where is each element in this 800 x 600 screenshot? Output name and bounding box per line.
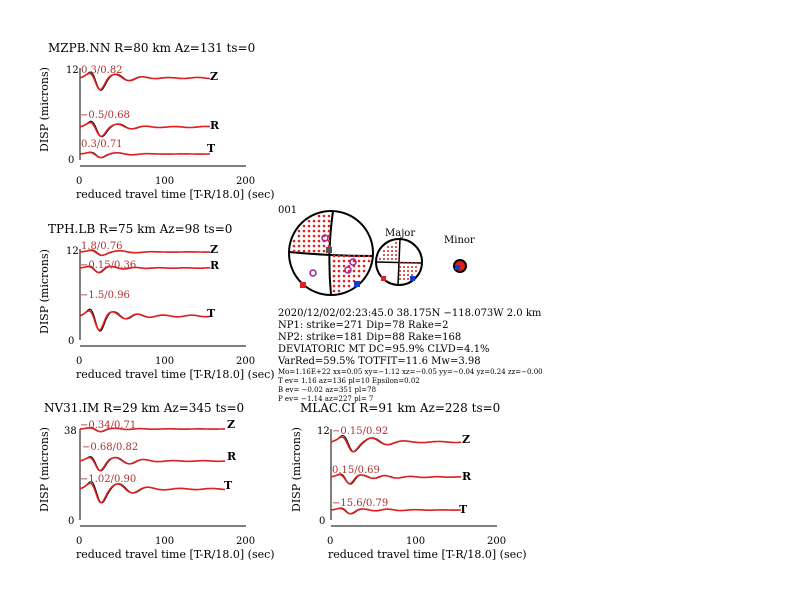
y-axis-label: DISP (microns) (38, 427, 51, 512)
component-label-r: R (210, 259, 220, 272)
compression-dot (411, 266, 413, 268)
compression-dot (343, 275, 346, 278)
compression-dot (328, 245, 331, 248)
t-axis-marker (354, 281, 360, 287)
compression-dot (358, 275, 361, 278)
major-label: Major (385, 228, 416, 239)
synthetic-trace-t (80, 311, 210, 330)
component-label-r: R (462, 470, 472, 483)
x-tick-label: 0 (327, 536, 334, 547)
y-tick-label: 0 (68, 336, 75, 347)
mechanism-detail: Mo=1.16E+22 xx=0.05 xy=−1.12 xz=−0.05 yy=−0.04 yz=0.24 zz=−0.00 (278, 368, 543, 376)
compression-dot (353, 270, 356, 273)
compression-dot (395, 250, 397, 252)
amplitude-annotation-t: −1.5/0.96 (80, 290, 130, 301)
event-id: 001 (278, 205, 298, 216)
compression-dot (328, 215, 331, 218)
x-axis-label: reduced travel time [T-R/18.0] (sec) (76, 188, 275, 201)
compression-dot (303, 225, 306, 228)
amplitude-annotation-r: −0.68/0.82 (82, 442, 139, 453)
y-axis-label: DISP (microns) (38, 249, 51, 334)
y-tick-label: 38 (64, 426, 77, 437)
compression-dot (399, 278, 401, 280)
observed-trace-t (80, 309, 210, 331)
compression-dot (387, 246, 389, 248)
component-label-r: R (210, 119, 220, 132)
compression-dot (343, 260, 346, 263)
compression-dot (333, 260, 336, 263)
compression-dot (403, 270, 405, 272)
synthetic-trace-r (80, 458, 225, 471)
x-tick-label: 200 (236, 356, 256, 367)
compression-dot (308, 240, 311, 243)
y-tick-label: 12 (317, 426, 330, 437)
synthetic-trace-t (80, 483, 225, 502)
synthetic-trace-z (331, 437, 461, 452)
compression-dot (338, 285, 341, 288)
panel-nv31 (38, 401, 275, 561)
compression-dot (338, 265, 341, 268)
component-label-t: T (459, 503, 468, 516)
compression-dot (308, 230, 311, 233)
compression-dot (333, 270, 336, 273)
synthetic-trace-t (80, 153, 210, 158)
component-label-z: Z (227, 418, 236, 431)
compression-dot (313, 225, 316, 228)
component-label-z: Z (462, 433, 471, 446)
compression-dot (403, 274, 405, 276)
trace-group (80, 428, 225, 503)
t-axis-marker (455, 265, 460, 270)
compression-dot (338, 290, 341, 293)
compression-dot (403, 266, 405, 268)
compression-dot (395, 242, 397, 244)
compression-dot (387, 250, 389, 252)
compression-dot (353, 255, 356, 258)
panel-title: NV31.IM R=29 km Az=345 ts=0 (44, 401, 245, 415)
mechanism-detail: B ev= −0.02 az=351 pl=78 (278, 386, 377, 394)
compression-dot (318, 220, 321, 223)
compression-dot (303, 235, 306, 238)
compression-dot (343, 280, 346, 283)
compression-dot (298, 230, 301, 233)
compression-dot (323, 245, 326, 248)
compression-dot (358, 270, 361, 273)
compression-dot (407, 278, 409, 280)
compression-dot (328, 230, 331, 233)
compression-dot (333, 285, 336, 288)
compression-dot (293, 245, 296, 248)
compression-dot (407, 262, 409, 264)
beachball-minor (454, 260, 466, 272)
compression-dot (318, 215, 321, 218)
panel-mzpb (38, 41, 275, 201)
y-axis-label: DISP (microns) (38, 67, 51, 152)
compression-dot (313, 220, 316, 223)
p-axis-marker (300, 282, 306, 288)
y-tick-label: 12 (66, 246, 79, 257)
x-tick-label: 100 (155, 536, 175, 547)
compression-dot (298, 240, 301, 243)
compression-dot (293, 240, 296, 243)
compression-dot (391, 246, 393, 248)
amplitude-annotation-r: −0.5/0.68 (80, 110, 130, 121)
compression-dot (298, 245, 301, 248)
compression-dot (407, 270, 409, 272)
compression-dot (293, 250, 296, 253)
focal-mechanism-block (277, 205, 543, 403)
mechanism-line: VarRed=59.5% TOTFIT=11.6 Mw=3.98 (278, 356, 481, 367)
amplitude-annotation-z: −0.34/0.71 (80, 420, 137, 431)
y-axis-label: DISP (microns) (290, 427, 303, 512)
compression-dot (395, 246, 397, 248)
compression-dot (383, 258, 385, 260)
compression-dot (303, 240, 306, 243)
compression-dot (403, 262, 405, 264)
x-axis-label: reduced travel time [T-R/18.0] (sec) (76, 368, 275, 381)
panel-title: MZPB.NN R=80 km Az=131 ts=0 (48, 41, 256, 55)
compression-dot (303, 245, 306, 248)
compression-dot (333, 275, 336, 278)
component-label-t: T (224, 479, 233, 492)
amplitude-annotation-z: −0.15/0.92 (332, 426, 389, 437)
mechanism-line: 2020/12/02/02:23:45.0 38.175N −118.073W 2.0 km (278, 308, 542, 319)
compression-dot (399, 266, 401, 268)
compression-dot (298, 235, 301, 238)
x-tick-label: 200 (236, 536, 256, 547)
compression-dot (391, 250, 393, 252)
compression-dot (328, 220, 331, 223)
compression-dot (411, 274, 413, 276)
compression-dot (338, 280, 341, 283)
compression-dot (308, 245, 311, 248)
compression-dot (391, 254, 393, 256)
compression-dot (368, 255, 371, 258)
compression-dot (363, 270, 366, 273)
compression-dot (338, 255, 341, 258)
compression-dot (333, 290, 336, 293)
compression-dot (363, 255, 366, 258)
x-tick-label: 0 (76, 356, 83, 367)
compression-dot (383, 254, 385, 256)
compression-dot (338, 275, 341, 278)
component-label-t: T (207, 307, 216, 320)
compression-dot (403, 278, 405, 280)
compression-dot (368, 260, 371, 263)
compression-dot (313, 240, 316, 243)
compression-dot (411, 262, 413, 264)
compression-dot (298, 250, 301, 253)
amplitude-annotation-t: 0.3/0.71 (81, 139, 123, 150)
compression-dot (379, 258, 381, 260)
compression-dot (387, 258, 389, 260)
x-tick-label: 0 (76, 176, 83, 187)
amplitude-annotation-r: 0.15/0.69 (332, 465, 380, 476)
compression-dot (338, 270, 341, 273)
t-axis-marker (410, 276, 415, 281)
b-axis-marker (326, 247, 332, 253)
amplitude-annotation-z: 0.3/0.82 (81, 65, 123, 76)
x-tick-label: 0 (76, 536, 83, 547)
compression-dot (333, 255, 336, 258)
mechanism-line: NP2: strike=181 Dip=88 Rake=168 (278, 332, 462, 343)
compression-dot (415, 270, 417, 272)
compression-dot (313, 235, 316, 238)
panel-title: MLAC.CI R=91 km Az=228 ts=0 (300, 401, 501, 415)
component-label-r: R (227, 450, 237, 463)
compression-dot (308, 250, 311, 253)
compression-dot (313, 230, 316, 233)
x-tick-label: 200 (236, 176, 256, 187)
component-label-t: T (207, 142, 216, 155)
panel-title: TPH.LB R=75 km Az=98 ts=0 (48, 222, 233, 236)
compression-dot (318, 230, 321, 233)
panel-mlac (290, 401, 527, 561)
compression-dot (399, 274, 401, 276)
beachball-main (289, 211, 373, 295)
compression-dot (338, 260, 341, 263)
compression-dot (363, 260, 366, 263)
compression-dot (399, 270, 401, 272)
x-tick-label: 200 (487, 536, 507, 547)
compression-dot (383, 250, 385, 252)
compression-dot (343, 285, 346, 288)
y-tick-label: 0 (319, 516, 326, 527)
compression-dot (407, 266, 409, 268)
x-axis-label: reduced travel time [T-R/18.0] (sec) (76, 548, 275, 561)
y-tick-label: 12 (66, 65, 79, 76)
mechanism-line: DEVIATORIC MT DC=95.9% CLVD=4.1% (278, 344, 490, 355)
amplitude-annotation-z: 1.8/0.76 (81, 241, 123, 252)
component-label-z: Z (210, 70, 219, 83)
p-axis-marker (381, 276, 386, 281)
compression-dot (318, 240, 321, 243)
compression-dot (323, 215, 326, 218)
panel-tph (38, 222, 275, 381)
x-axis-label: reduced travel time [T-R/18.0] (sec) (328, 548, 527, 561)
compression-dot (348, 255, 351, 258)
component-label-z: Z (210, 243, 219, 256)
compression-dot (323, 250, 326, 253)
compression-dot (407, 274, 409, 276)
mechanism-detail: P ev= −1.14 az=227 pl= 7 (278, 395, 374, 403)
x-tick-label: 100 (155, 176, 175, 187)
compression-dot (363, 265, 366, 268)
x-tick-label: 100 (406, 536, 426, 547)
compression-dot (348, 275, 351, 278)
compression-dot (328, 225, 331, 228)
compression-dot (323, 220, 326, 223)
compression-dot (358, 260, 361, 263)
compression-dot (318, 250, 321, 253)
y-tick-label: 0 (68, 155, 75, 166)
compression-dot (313, 250, 316, 253)
amplitude-annotation-r: −0.15/0.36 (80, 260, 137, 271)
compression-dot (358, 265, 361, 268)
compression-dot (323, 230, 326, 233)
compression-dot (411, 270, 413, 272)
compression-dot (318, 245, 321, 248)
compression-dot (399, 262, 401, 264)
compression-dot (348, 285, 351, 288)
compression-dot (308, 235, 311, 238)
compression-dot (395, 254, 397, 256)
compression-dot (318, 235, 321, 238)
y-tick-label: 0 (68, 516, 75, 527)
x-tick-label: 100 (155, 356, 175, 367)
compression-dot (313, 245, 316, 248)
mechanism-detail: T ev= 1.16 az=136 pl=10 Epsilon=0.02 (278, 377, 420, 385)
compression-dot (308, 220, 311, 223)
compression-dot (343, 265, 346, 268)
compression-dot (333, 265, 336, 268)
compression-dot (303, 230, 306, 233)
amplitude-annotation-t: −15.6/0.79 (332, 498, 389, 509)
compression-dot (395, 258, 397, 260)
compression-dot (308, 225, 311, 228)
observed-trace-r (80, 121, 210, 137)
synthetic-trace-t (331, 508, 461, 513)
compression-dot (323, 225, 326, 228)
compression-dot (343, 255, 346, 258)
compression-dot (391, 258, 393, 260)
compression-dot (415, 266, 417, 268)
amplitude-annotation-t: −1.02/0.90 (80, 474, 137, 485)
minor-label: Minor (444, 235, 475, 246)
compression-dot (318, 225, 321, 228)
beachball-major (376, 239, 422, 285)
mechanism-line: NP1: strike=271 Dip=78 Rake=2 (278, 320, 449, 331)
compression-dot (348, 280, 351, 283)
compression-dot (387, 254, 389, 256)
compression-dot (353, 275, 356, 278)
compression-dot (333, 280, 336, 283)
compression-dot (303, 250, 306, 253)
compression-dot (415, 262, 417, 264)
compression-dot (358, 255, 361, 258)
